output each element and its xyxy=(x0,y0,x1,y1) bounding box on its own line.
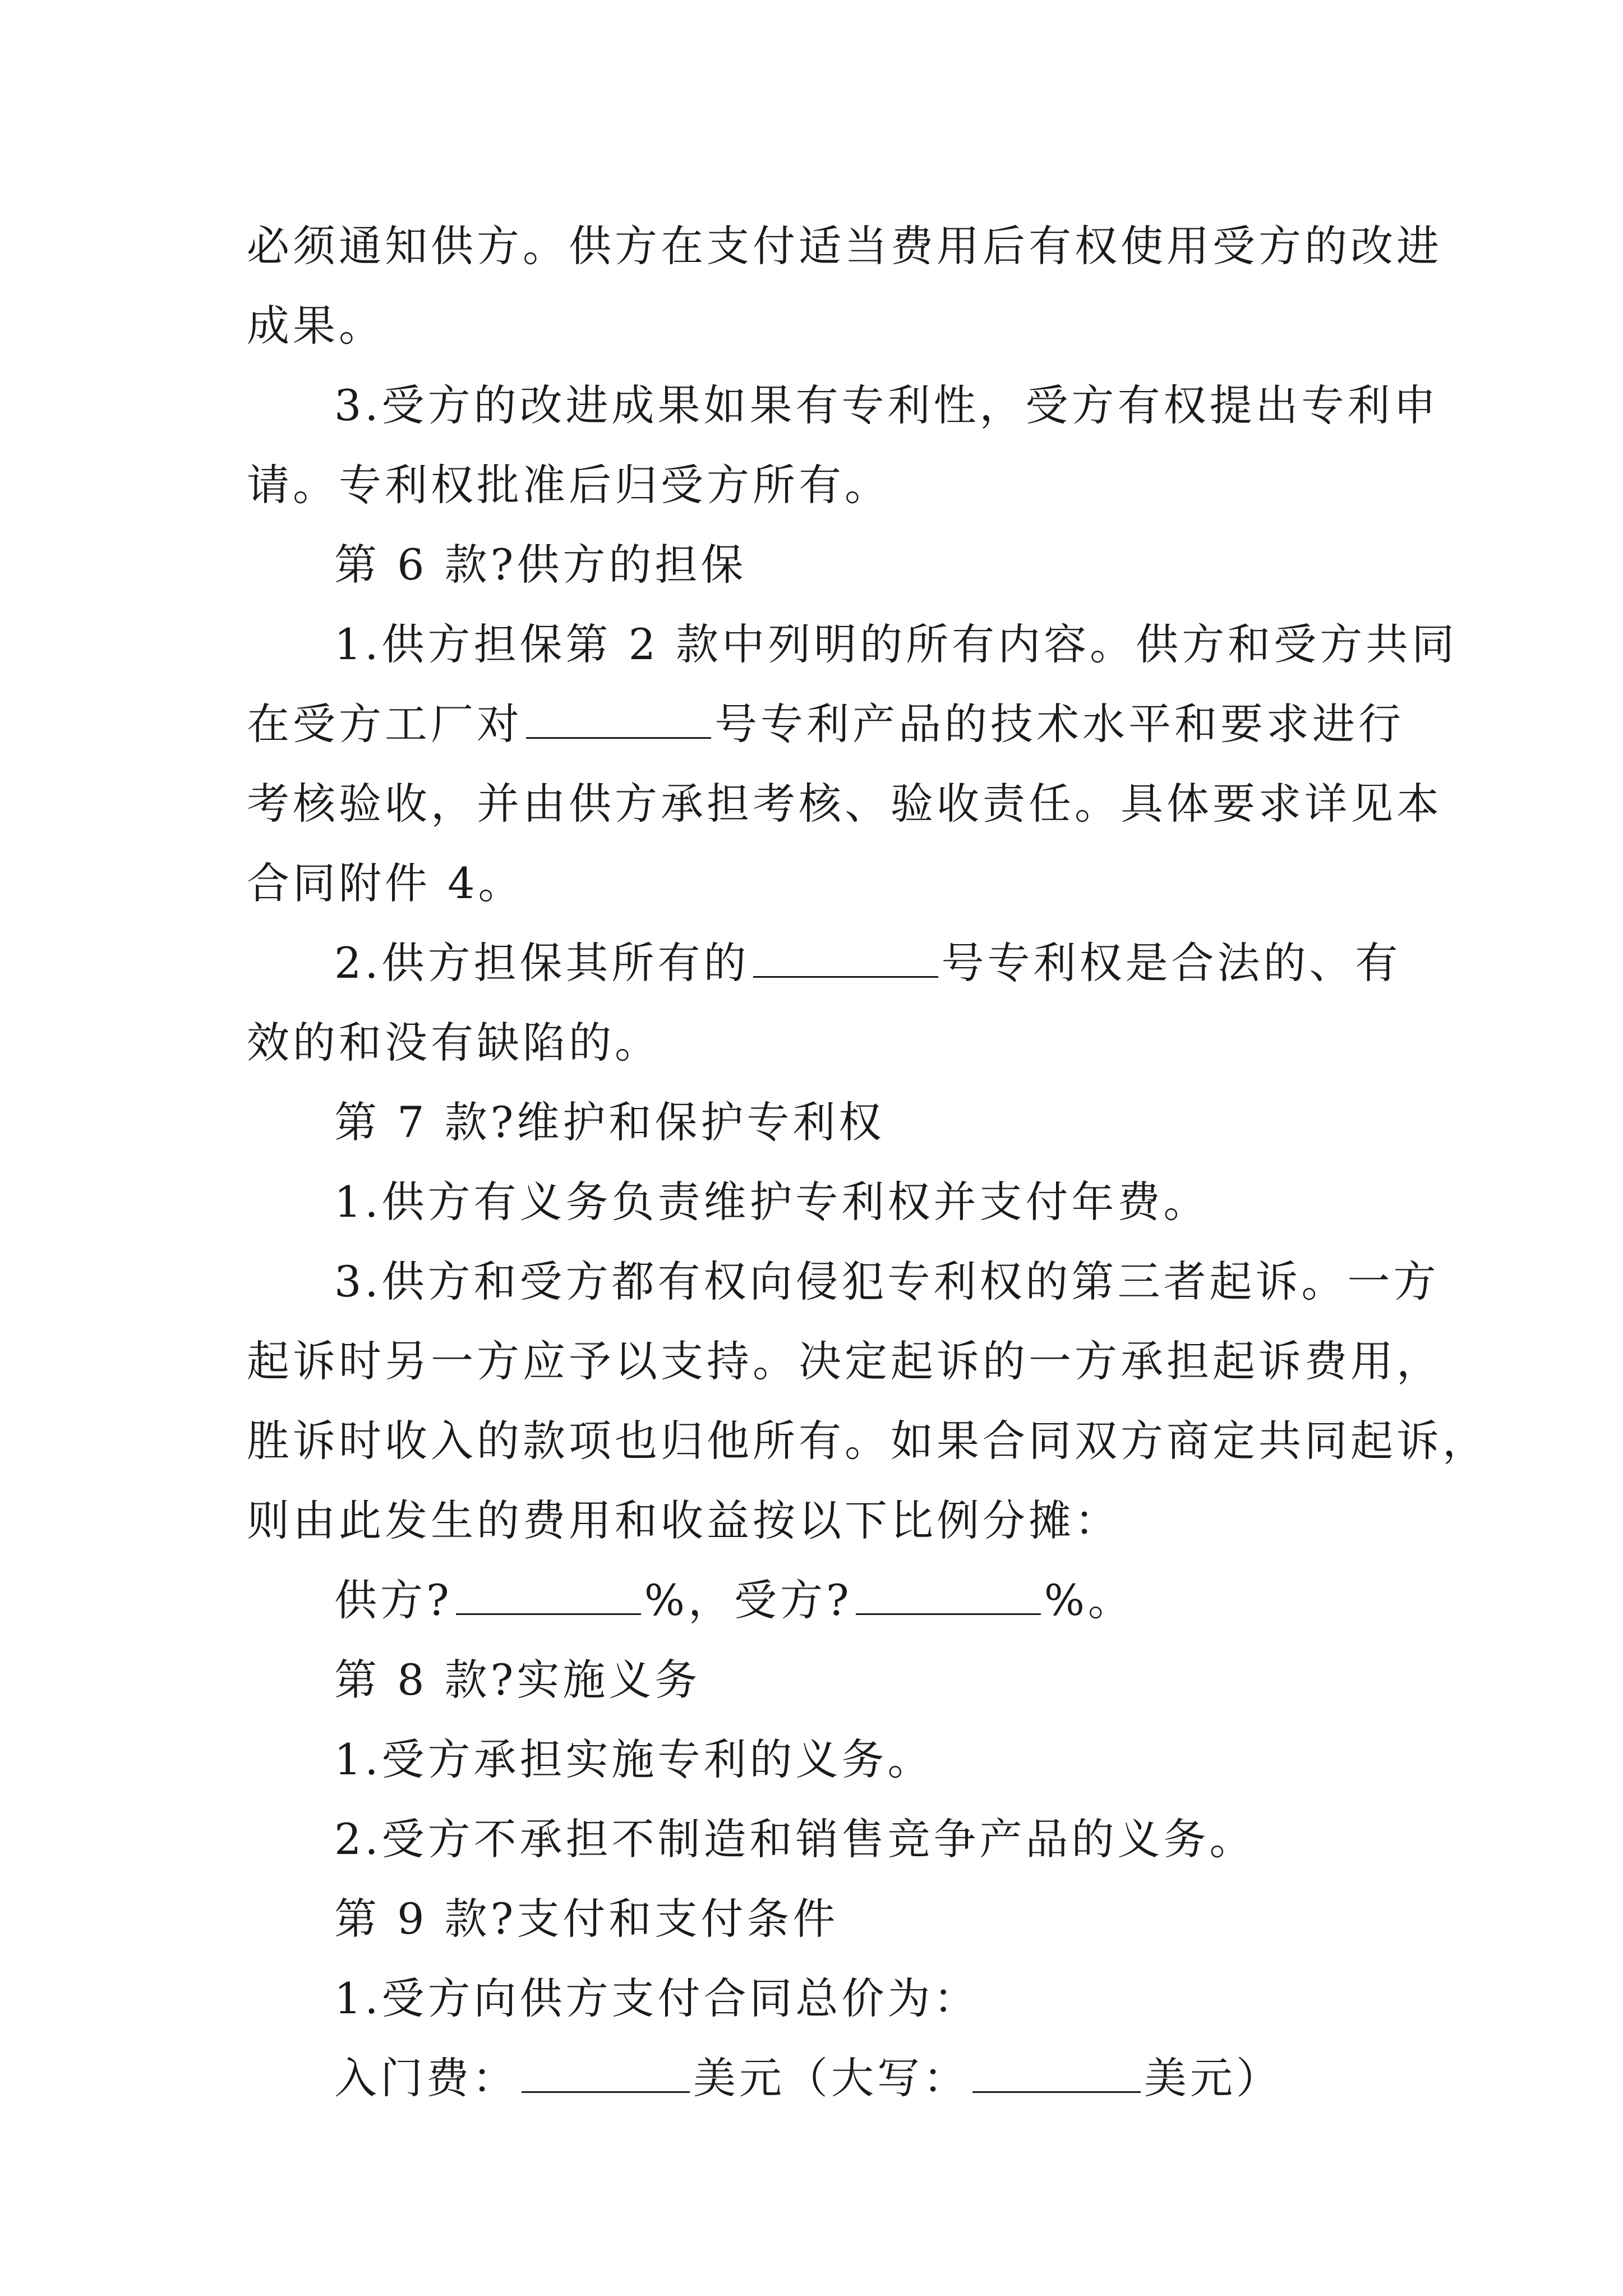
paragraph-line: 1.受方承担实施专利的义务。 xyxy=(334,1734,934,1784)
text-segment: 入门费： xyxy=(334,2053,518,2103)
clause-heading-8: 第 8 款?实施义务 xyxy=(334,1655,701,1705)
paragraph-line xyxy=(247,684,1404,764)
paragraph-line: 3.供方和受方都有权向侵犯专利权的第三者起诉。一方 xyxy=(334,1257,1440,1306)
fill-in-blank xyxy=(522,2052,690,2093)
paragraph-line: 则由此发生的费用和收益按以下比例分摊： xyxy=(247,1496,1121,1545)
text-segment: 供方? xyxy=(334,1575,453,1625)
paragraph-line: 效的和没有缺陷的。 xyxy=(247,1018,661,1068)
fill-in-blank xyxy=(526,698,711,739)
fill-in-blank xyxy=(972,2052,1141,2093)
paragraph-line: 1.供方担保第 2 款中列明的所有内容。供方和受方共同 xyxy=(334,619,1458,669)
fee-line xyxy=(247,2039,1391,2118)
paragraph-line: 3.受方的改进成果如果有专利性，受方有权提出专利申 xyxy=(334,380,1440,430)
paragraph-line: 胜诉时收入的款项也归他所有。如果合同双方商定共同起诉， xyxy=(247,1416,1488,1466)
text-segment: 美元（大写： xyxy=(693,2053,969,2103)
fill-in-blank xyxy=(456,1574,641,1615)
paragraph-line: 必须通知供方。供方在支付适当费用后有权使用受方的改进 xyxy=(247,221,1442,271)
text-segment: 号专利产品的技术水平和要求进行 xyxy=(714,699,1404,749)
clause-heading-9: 第 9 款?支付和支付条件 xyxy=(334,1894,839,1944)
paragraph-line xyxy=(247,923,1401,1003)
ratio-line xyxy=(247,1561,1391,1640)
paragraph-line: 考核验收，并由供方承担考核、验收责任。具体要求详见本 xyxy=(247,779,1442,829)
clause-heading-6: 第 6 款?供方的担保 xyxy=(334,540,747,590)
paragraph-line: 1.受方向供方支付合同总价为： xyxy=(334,1973,980,2023)
paragraph-line: 2.受方不承担不制造和销售竞争产品的义务。 xyxy=(334,1814,1256,1864)
text-segment: 号专利权是合法的、有 xyxy=(941,938,1401,988)
fill-in-blank xyxy=(753,937,938,978)
text-segment: %。 xyxy=(1044,1575,1134,1625)
fill-in-blank xyxy=(856,1574,1041,1615)
text-segment: %，受方? xyxy=(644,1575,852,1625)
paragraph-line: 请。专利权批准后归受方所有。 xyxy=(247,460,891,510)
paragraph-line: 起诉时另一方应予以支持。决定起诉的一方承担起诉费用， xyxy=(247,1336,1442,1386)
text-segment: 2.供方担保其所有的 xyxy=(334,938,750,988)
text-segment: 在受方工厂对 xyxy=(247,699,523,749)
paragraph-line: 成果。 xyxy=(247,301,385,351)
paragraph-line: 合同附件 4。 xyxy=(247,858,524,908)
clause-heading-7: 第 7 款?维护和保护专利权 xyxy=(334,1097,885,1147)
paragraph-line: 1.供方有义务负责维护专利权并支付年费。 xyxy=(334,1177,1210,1227)
document-body xyxy=(247,206,1488,2118)
text-segment: 美元） xyxy=(1144,2053,1282,2103)
